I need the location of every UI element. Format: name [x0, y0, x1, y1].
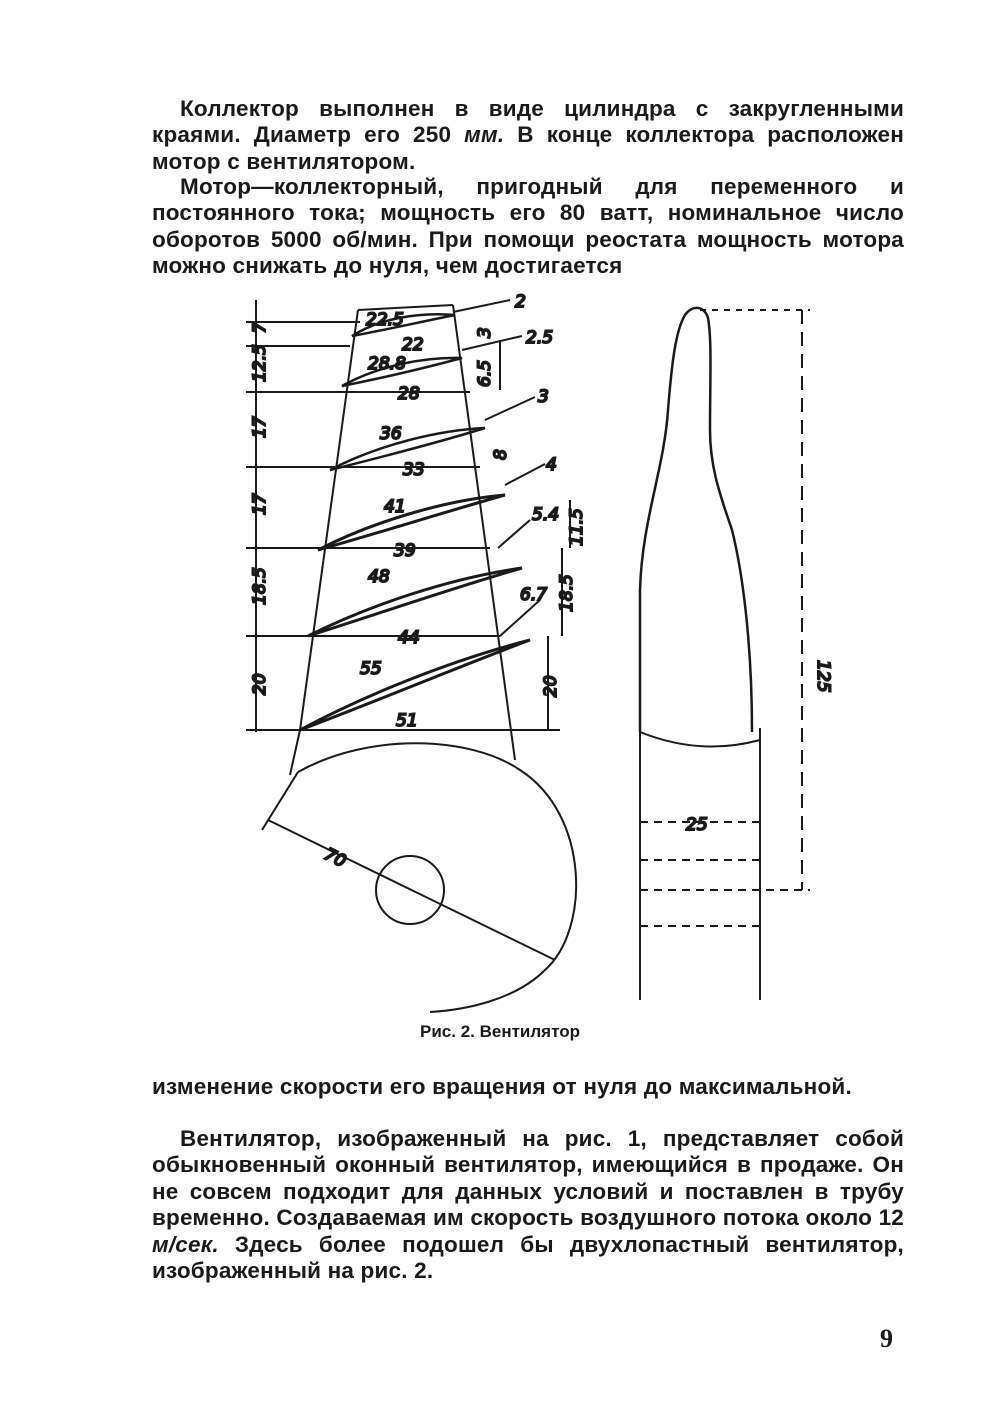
paragraph-text: В конце коллектора расположен мотор с вентилятором.: [152, 122, 904, 174]
dim-hub-width: 25: [686, 815, 708, 835]
dim-section-3: 3: [538, 387, 549, 407]
side-hub-top: [640, 728, 760, 747]
hub-radius-line: [268, 820, 555, 960]
figure-caption: Рис. 2. Вентилятор: [420, 1022, 580, 1041]
term-collector: Коллектор: [180, 96, 299, 121]
paragraph-text: , изображенный на рис. 1, представляет собой обыкновенный оконный вентилятор, имеющийся в продаже. Он не совсем подходит для данных условий и поставлен в трубу временно. Создаваемая им скорость воздушного потока около 12: [152, 1126, 904, 1231]
unit-mm: мм.: [464, 122, 505, 148]
dim-left-5: 18.5: [250, 567, 270, 605]
dim-chord-4: 41: [384, 497, 406, 517]
dim-section-4: 4: [546, 455, 557, 475]
hub-left-edge: [262, 772, 298, 830]
paragraph-text: —коллекторный, пригодный для переменного и постоянного тока; мощность его 80 ватт, номинальное число оборотов 5000 об/мин. При помощи реостата мощность мотора можно снижать до нуля, чем достигается: [152, 174, 904, 279]
dim-right-1: 3: [475, 327, 495, 338]
hub-outline: [298, 743, 576, 1012]
leader-line: [485, 397, 535, 420]
left-spacing-labels: [250, 322, 270, 695]
paragraph-text: Здесь более подошел бы двухлопастный вентилятор, изображенный на рис. 2.: [152, 1231, 904, 1284]
unit-m-per-sec: м/сек.: [152, 1231, 219, 1257]
dim-section-2: 2.5: [526, 328, 554, 348]
term-motor: Мотор: [180, 174, 252, 199]
dim-right-6: 20: [541, 675, 561, 697]
dim-right-2: 6.5: [475, 359, 495, 387]
blade-root-left: [290, 730, 300, 775]
dim-width-4: 39: [394, 541, 416, 561]
dim-chord-3: 36: [380, 424, 402, 444]
right-dim-labels: [475, 327, 587, 697]
blade-left-edge: [300, 310, 358, 730]
dim-width-6: 51: [396, 711, 418, 731]
dim-left-2: 12.5: [250, 344, 270, 382]
dim-right-4: 11.5: [567, 508, 587, 546]
dim-section-5: 5.4: [532, 505, 560, 525]
dim-section-1: 2: [515, 292, 526, 312]
dim-right-3: 8: [491, 449, 511, 460]
paragraph-text: изменение скорости его вращения от нуля до максимальной.: [152, 1074, 852, 1099]
dim-width-2: 28: [398, 384, 420, 404]
page-number: 9: [880, 1324, 893, 1353]
leader-line: [453, 300, 510, 312]
paragraph-text: выполнен в виде цилиндра с закругленными краями. Диаметр его 250: [152, 96, 904, 148]
airfoil-section-5: [308, 568, 522, 636]
dim-chord-2: 28.8: [368, 354, 406, 374]
leader-line: [498, 520, 530, 548]
dim-width-3: 33: [403, 460, 425, 480]
dim-chord-5: 48: [368, 567, 390, 587]
dim-left-6: 20: [250, 673, 270, 695]
dim-width-1: 22: [402, 335, 424, 355]
paragraph-speed-change: [152, 1074, 904, 1100]
dim-side-length: 125: [813, 660, 833, 693]
dim-section-6: 6.7: [520, 585, 548, 605]
dim-width-5: 44: [398, 628, 420, 648]
dim-chord-6: 55: [360, 659, 382, 679]
dim-left-1: 7: [250, 322, 270, 333]
leader-line: [500, 600, 540, 636]
dim-chord-1: 22.5: [366, 310, 404, 330]
side-profile: [640, 308, 752, 732]
dim-hub-radius: 70: [320, 844, 350, 872]
dim-left-3: 17: [250, 416, 270, 438]
paragraph-fan: [152, 1126, 904, 1284]
term-fan: Вентилятор: [180, 1126, 315, 1151]
dim-left-4: 17: [250, 493, 270, 515]
leader-line: [505, 464, 545, 485]
dim-right-5: 18.5: [557, 574, 577, 612]
